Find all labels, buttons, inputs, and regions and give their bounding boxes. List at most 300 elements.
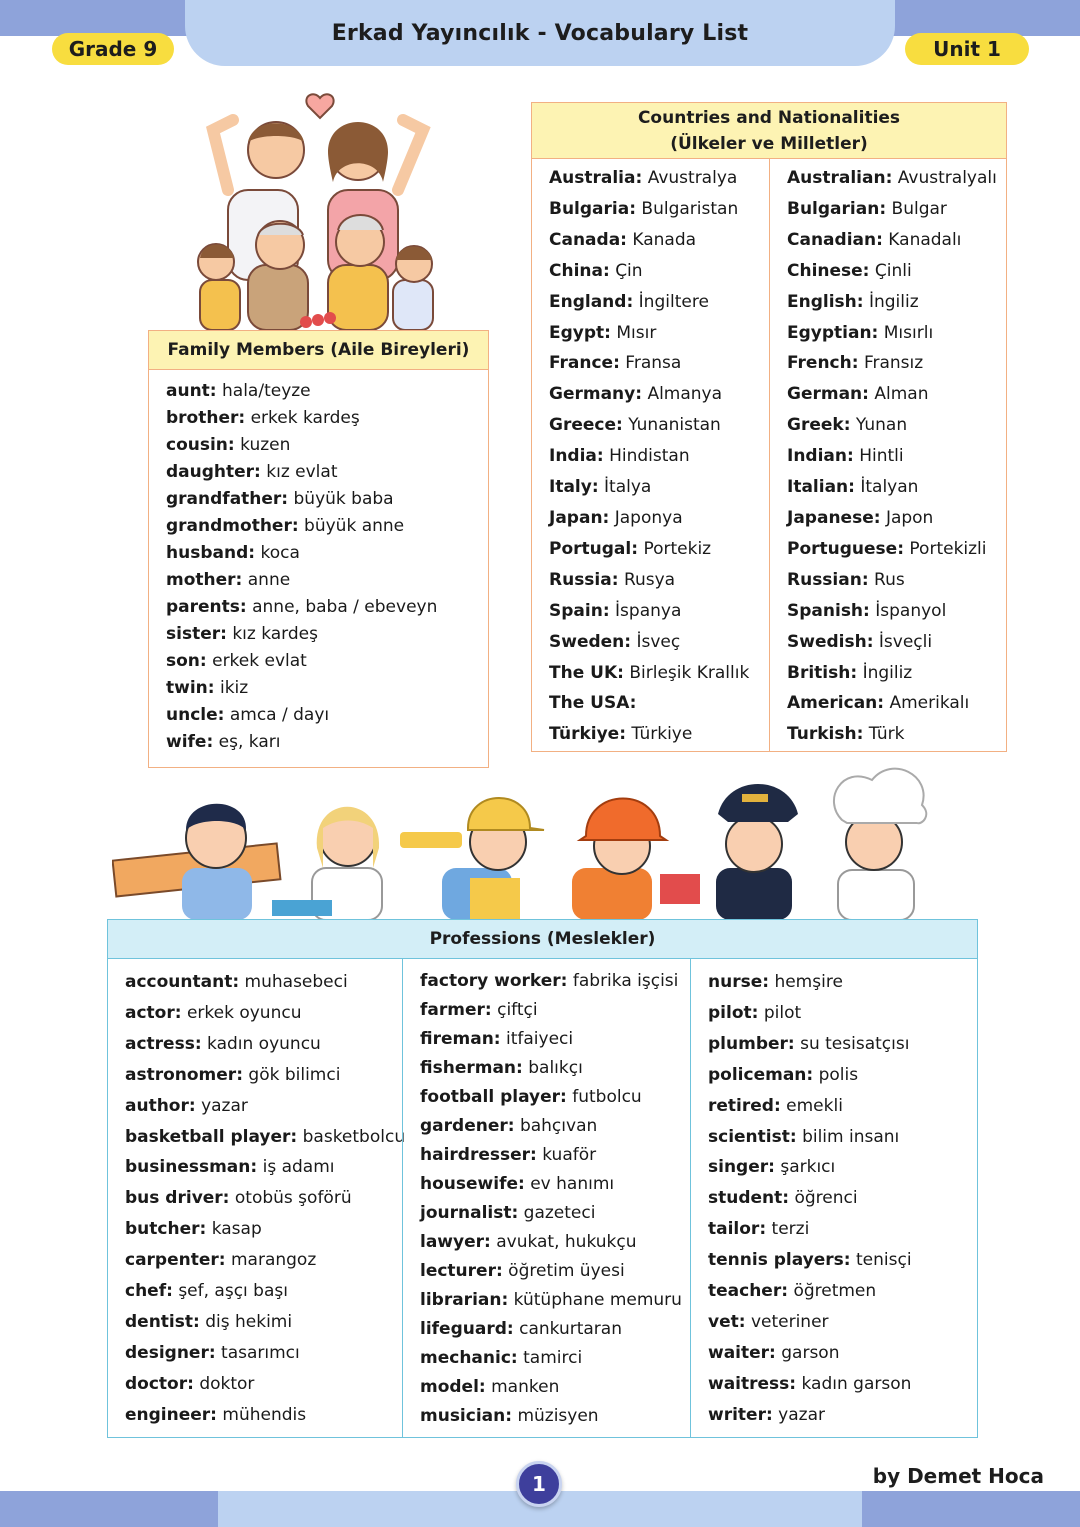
meaning: kız kardeş bbox=[232, 624, 318, 644]
countries-box bbox=[531, 102, 1007, 752]
meaning: şef, aşçı başı bbox=[178, 1281, 288, 1302]
term: actress: bbox=[125, 1033, 202, 1054]
term: son: bbox=[166, 651, 207, 671]
family-item bbox=[166, 432, 488, 459]
meaning: manken bbox=[491, 1377, 560, 1397]
term: parents: bbox=[166, 597, 247, 617]
meaning: İtalya bbox=[604, 477, 652, 498]
meaning: kuaför bbox=[542, 1145, 597, 1165]
meaning: anne bbox=[247, 570, 291, 590]
meaning: Bulgar bbox=[891, 198, 947, 219]
term: aunt: bbox=[166, 381, 217, 401]
profession-item bbox=[708, 1400, 977, 1431]
country-item bbox=[549, 441, 769, 472]
family-item bbox=[166, 594, 488, 621]
profession-item bbox=[420, 1112, 690, 1141]
term: German: bbox=[787, 384, 869, 405]
term: grandmother: bbox=[166, 516, 299, 536]
meaning: erkek kardeş bbox=[250, 408, 360, 428]
countries-title bbox=[532, 103, 1006, 159]
meaning: İtalyan bbox=[860, 477, 919, 498]
term: American: bbox=[787, 693, 885, 714]
meaning: yazar bbox=[778, 1404, 825, 1425]
term: Sweden: bbox=[549, 631, 632, 652]
term: China: bbox=[549, 260, 610, 281]
family-item bbox=[166, 729, 488, 756]
nationality-item bbox=[787, 256, 1006, 287]
term: England: bbox=[549, 291, 634, 312]
meaning: Amerikalı bbox=[889, 693, 970, 714]
family-item bbox=[166, 486, 488, 513]
meaning: Kanada bbox=[632, 229, 697, 250]
profession-item bbox=[708, 1245, 977, 1276]
meaning: balıkçı bbox=[528, 1058, 583, 1078]
term: farmer: bbox=[420, 1000, 492, 1020]
meaning: İngiltere bbox=[638, 291, 709, 312]
term: Bulgaria: bbox=[549, 198, 637, 219]
profession-item bbox=[125, 1307, 402, 1338]
term: gardener: bbox=[420, 1116, 515, 1136]
country-item bbox=[549, 658, 769, 689]
meaning: Çinli bbox=[874, 260, 912, 281]
profession-item bbox=[420, 1373, 690, 1402]
country-item bbox=[549, 719, 769, 750]
meaning: öğretmen bbox=[793, 1281, 877, 1302]
profession-item bbox=[708, 1029, 977, 1060]
nationality-item bbox=[787, 719, 1006, 750]
meaning: garson bbox=[781, 1342, 840, 1363]
family-item bbox=[166, 702, 488, 729]
profession-item bbox=[420, 1083, 690, 1112]
nationality-item bbox=[787, 596, 1006, 627]
meaning: mühendis bbox=[222, 1404, 307, 1425]
term: plumber: bbox=[708, 1033, 795, 1054]
term: football player: bbox=[420, 1087, 567, 1107]
term: Italy: bbox=[549, 477, 599, 498]
term: daughter: bbox=[166, 462, 261, 482]
meaning: İsveç bbox=[636, 631, 681, 652]
term: Bulgarian: bbox=[787, 198, 887, 219]
meaning: Birleşik Krallık bbox=[629, 662, 750, 683]
meaning: tenisçi bbox=[856, 1250, 912, 1271]
meaning: Portekiz bbox=[643, 538, 712, 559]
meaning: kız evlat bbox=[266, 462, 338, 482]
meaning: bahçıvan bbox=[519, 1116, 598, 1136]
term: tennis players: bbox=[708, 1250, 851, 1271]
term: Japanese: bbox=[787, 507, 881, 528]
term: lifeguard: bbox=[420, 1319, 514, 1339]
meaning: İsveçli bbox=[878, 631, 933, 652]
meaning: doktor bbox=[199, 1373, 255, 1394]
meaning: Kanadalı bbox=[888, 229, 962, 250]
meaning: ev hanımı bbox=[530, 1174, 615, 1194]
meaning: fabrika işçisi bbox=[572, 971, 679, 991]
term: factory worker: bbox=[420, 971, 568, 991]
meaning: Yunan bbox=[855, 415, 908, 436]
meaning: Avustralyalı bbox=[897, 168, 997, 188]
term: Greece: bbox=[549, 415, 623, 436]
nationality-item bbox=[787, 627, 1006, 658]
meaning: Hindistan bbox=[609, 446, 690, 467]
profession-item bbox=[125, 1338, 402, 1369]
term: Australia: bbox=[549, 168, 643, 188]
page-title: Erkad Yayıncılık - Vocabulary List bbox=[331, 20, 749, 46]
term: cousin: bbox=[166, 435, 235, 455]
profession-item bbox=[125, 1400, 402, 1431]
professions-illustration bbox=[112, 758, 942, 920]
page-number: 1 bbox=[516, 1461, 562, 1507]
term: India: bbox=[549, 446, 604, 467]
profession-item bbox=[420, 1315, 690, 1344]
profession-item bbox=[125, 1122, 406, 1153]
grade-badge: Grade 9 bbox=[52, 33, 174, 65]
term: Canada: bbox=[549, 229, 627, 250]
term: twin: bbox=[166, 678, 215, 698]
term: model: bbox=[420, 1377, 486, 1397]
meaning: İngiliz bbox=[868, 291, 919, 312]
term: grandfather: bbox=[166, 489, 289, 509]
professions-column-3 bbox=[691, 959, 977, 1431]
country-item bbox=[549, 163, 769, 194]
meaning: müzisyen bbox=[517, 1406, 599, 1426]
term: accountant: bbox=[125, 972, 240, 992]
profession-item bbox=[708, 1091, 977, 1122]
term: Canadian: bbox=[787, 229, 883, 250]
term: sister: bbox=[166, 624, 227, 644]
meaning: diş hekimi bbox=[205, 1311, 293, 1332]
meaning: tasarımcı bbox=[221, 1342, 300, 1363]
meaning: kadın garson bbox=[801, 1373, 912, 1394]
term: policeman: bbox=[708, 1064, 814, 1085]
profession-item bbox=[125, 1091, 402, 1122]
profession-item bbox=[125, 1276, 402, 1307]
meaning: İspanyol bbox=[875, 600, 947, 621]
meaning: Portekizli bbox=[909, 538, 987, 559]
nationality-list bbox=[770, 159, 1006, 750]
term: lecturer: bbox=[420, 1261, 503, 1281]
nationality-item bbox=[787, 379, 1006, 410]
term: lawyer: bbox=[420, 1232, 491, 1252]
country-item bbox=[549, 318, 769, 349]
meaning: Mısır bbox=[616, 322, 657, 343]
nationality-item bbox=[787, 348, 1006, 379]
profession-item bbox=[420, 1257, 690, 1286]
meaning: Çin bbox=[615, 260, 643, 281]
meaning: Avustralya bbox=[647, 168, 738, 188]
meaning: basketbolcu bbox=[302, 1126, 406, 1147]
nationality-item bbox=[787, 472, 1006, 503]
country-item bbox=[549, 596, 769, 627]
meaning: polis bbox=[818, 1064, 859, 1085]
family-members-title: Family Members (Aile Bireyleri) bbox=[149, 331, 488, 370]
term: housewife: bbox=[420, 1174, 525, 1194]
term: Swedish: bbox=[787, 631, 874, 652]
meaning: tamirci bbox=[523, 1348, 583, 1368]
meaning: otobüs şoförü bbox=[234, 1188, 352, 1209]
term: waitress: bbox=[708, 1373, 797, 1394]
meaning: hala/teyze bbox=[222, 381, 311, 401]
meaning: şarkıcı bbox=[780, 1157, 836, 1178]
family-members-box bbox=[148, 330, 489, 768]
family-item bbox=[166, 378, 488, 405]
meaning: Türkiye bbox=[631, 724, 693, 745]
term: writer: bbox=[708, 1404, 773, 1425]
term: Australian: bbox=[787, 168, 893, 188]
term: teacher: bbox=[708, 1281, 789, 1302]
meaning: Rusya bbox=[623, 569, 676, 590]
profession-item bbox=[125, 998, 402, 1029]
term: English: bbox=[787, 291, 864, 312]
country-item bbox=[549, 410, 769, 441]
meaning: itfaiyeci bbox=[506, 1029, 574, 1049]
countries-title-line2: (Ülkeler ve Milletler) bbox=[670, 134, 868, 154]
profession-item bbox=[708, 1307, 977, 1338]
term: fisherman: bbox=[420, 1058, 523, 1078]
profession-item bbox=[708, 1183, 977, 1214]
profession-item bbox=[708, 1338, 977, 1369]
meaning: gazeteci bbox=[523, 1203, 596, 1223]
term: engineer: bbox=[125, 1404, 217, 1425]
term: doctor: bbox=[125, 1373, 194, 1394]
profession-item bbox=[420, 996, 690, 1025]
term: Portugal: bbox=[549, 538, 639, 559]
term: nurse: bbox=[708, 972, 770, 992]
term: basketball player: bbox=[125, 1126, 298, 1147]
meaning: koca bbox=[260, 543, 300, 563]
term: Spain: bbox=[549, 600, 610, 621]
profession-item bbox=[708, 1060, 977, 1091]
meaning: çiftçi bbox=[497, 1000, 538, 1020]
term: brother: bbox=[166, 408, 246, 428]
meaning: Mısırlı bbox=[883, 322, 934, 343]
term: mother: bbox=[166, 570, 243, 590]
meaning: marangoz bbox=[230, 1250, 317, 1271]
meaning: iş adamı bbox=[262, 1157, 335, 1178]
profession-item bbox=[708, 998, 977, 1029]
meaning: öğrenci bbox=[794, 1188, 858, 1209]
country-item bbox=[549, 503, 769, 534]
profession-item bbox=[125, 1029, 402, 1060]
meaning: kütüphane memuru bbox=[513, 1290, 682, 1310]
meaning: yazar bbox=[201, 1095, 248, 1116]
profession-item bbox=[125, 1245, 402, 1276]
professions-title: Professions (Meslekler) bbox=[108, 920, 977, 959]
meaning: gök bilimci bbox=[248, 1064, 341, 1085]
family-members-list bbox=[149, 370, 488, 756]
term: Egyptian: bbox=[787, 322, 879, 343]
term: French: bbox=[787, 353, 859, 374]
term: The USA: bbox=[549, 693, 637, 714]
meaning: su tesisatçısı bbox=[800, 1033, 910, 1054]
profession-item bbox=[420, 1199, 690, 1228]
meaning: veteriner bbox=[750, 1311, 829, 1332]
term: wife: bbox=[166, 732, 214, 752]
nationality-item bbox=[787, 688, 1006, 719]
family-item bbox=[166, 675, 488, 702]
family-illustration bbox=[188, 90, 448, 330]
term: dentist: bbox=[125, 1311, 200, 1332]
professions-column-1 bbox=[108, 959, 406, 1431]
term: musician: bbox=[420, 1406, 513, 1426]
term: bus driver: bbox=[125, 1188, 230, 1209]
profession-item bbox=[420, 967, 690, 996]
profession-item bbox=[420, 1344, 690, 1373]
term: carpenter: bbox=[125, 1250, 226, 1271]
profession-item bbox=[420, 1054, 690, 1083]
family-item bbox=[166, 540, 488, 567]
meaning: pilot bbox=[763, 1002, 802, 1023]
meaning: Rus bbox=[874, 569, 905, 590]
country-item bbox=[549, 534, 769, 565]
country-item bbox=[549, 225, 769, 256]
meaning: Almanya bbox=[647, 384, 723, 405]
profession-item bbox=[708, 1369, 977, 1400]
meaning: terzi bbox=[771, 1219, 810, 1240]
term: Chinese: bbox=[787, 260, 870, 281]
meaning: ikiz bbox=[219, 678, 249, 698]
family-item bbox=[166, 567, 488, 594]
term: waiter: bbox=[708, 1342, 776, 1363]
profession-item bbox=[125, 1060, 402, 1091]
term: Turkish: bbox=[787, 724, 864, 745]
nationality-item bbox=[787, 503, 1006, 534]
nationality-item bbox=[787, 318, 1006, 349]
profession-item bbox=[420, 1141, 690, 1170]
meaning: Yunanistan bbox=[628, 415, 721, 436]
meaning: Fransa bbox=[625, 353, 682, 374]
profession-item bbox=[708, 967, 977, 998]
term: retired: bbox=[708, 1095, 781, 1116]
nationality-item bbox=[787, 287, 1006, 318]
meaning: Alman bbox=[874, 384, 929, 405]
term: author: bbox=[125, 1095, 196, 1116]
family-item bbox=[166, 648, 488, 675]
profession-item bbox=[125, 967, 402, 998]
nationality-item bbox=[787, 410, 1006, 441]
meaning: futbolcu bbox=[572, 1087, 642, 1107]
family-item bbox=[166, 459, 488, 486]
profession-item bbox=[125, 1369, 402, 1400]
term: Japan: bbox=[549, 507, 610, 528]
term: businessman: bbox=[125, 1157, 258, 1178]
meaning: kuzen bbox=[240, 435, 291, 455]
term: France: bbox=[549, 353, 620, 374]
country-item bbox=[549, 194, 769, 225]
profession-item bbox=[420, 1228, 690, 1257]
profession-item bbox=[420, 1170, 690, 1199]
meaning: öğretim üyesi bbox=[508, 1261, 625, 1281]
profession-item bbox=[420, 1402, 690, 1431]
term: tailor: bbox=[708, 1219, 767, 1240]
term: Indian: bbox=[787, 446, 854, 467]
professions-box bbox=[107, 919, 978, 1438]
profession-item bbox=[125, 1214, 402, 1245]
term: Greek: bbox=[787, 415, 851, 436]
meaning: Japonya bbox=[614, 507, 683, 528]
professions-column-2 bbox=[403, 959, 690, 1431]
meaning: Fransız bbox=[863, 353, 924, 374]
meaning: Hintli bbox=[859, 446, 904, 467]
profession-item bbox=[420, 1025, 690, 1054]
country-item bbox=[549, 688, 769, 719]
meaning: bilim insanı bbox=[802, 1126, 900, 1147]
term: librarian: bbox=[420, 1290, 509, 1310]
term: singer: bbox=[708, 1157, 775, 1178]
meaning: Türk bbox=[868, 724, 905, 745]
term: scientist: bbox=[708, 1126, 797, 1147]
meaning: muhasebeci bbox=[244, 972, 348, 992]
term: butcher: bbox=[125, 1219, 207, 1240]
term: uncle: bbox=[166, 705, 225, 725]
meaning: erkek evlat bbox=[212, 651, 307, 671]
meaning: avukat, hukukçu bbox=[496, 1232, 637, 1252]
profession-item bbox=[708, 1276, 977, 1307]
meaning: amca / dayı bbox=[229, 705, 330, 725]
profession-item bbox=[708, 1122, 977, 1153]
family-item bbox=[166, 405, 488, 432]
term: vet: bbox=[708, 1311, 746, 1332]
country-item bbox=[549, 565, 769, 596]
term: Portuguese: bbox=[787, 538, 904, 559]
nationality-item bbox=[787, 534, 1006, 565]
meaning: büyük baba bbox=[293, 489, 394, 509]
term: husband: bbox=[166, 543, 256, 563]
meaning: anne, baba / ebeveyn bbox=[252, 597, 438, 617]
title-tab bbox=[185, 0, 895, 66]
term: chef: bbox=[125, 1281, 173, 1302]
meaning: hemşire bbox=[774, 972, 843, 992]
author-credit: by Demet Hoca bbox=[872, 1464, 1044, 1488]
term: Russian: bbox=[787, 569, 869, 590]
family-item bbox=[166, 621, 488, 648]
term: Spanish: bbox=[787, 600, 870, 621]
term: actor: bbox=[125, 1002, 182, 1023]
nationality-item bbox=[787, 225, 1006, 256]
term: Egypt: bbox=[549, 322, 611, 343]
nationality-item bbox=[787, 163, 1006, 194]
country-item bbox=[549, 379, 769, 410]
meaning: Bulgaristan bbox=[641, 198, 739, 219]
term: designer: bbox=[125, 1342, 216, 1363]
meaning: eş, karı bbox=[218, 732, 281, 752]
term: Russia: bbox=[549, 569, 619, 590]
meaning: emekli bbox=[786, 1095, 843, 1116]
term: mechanic: bbox=[420, 1348, 518, 1368]
meaning: İspanya bbox=[615, 600, 682, 621]
term: fireman: bbox=[420, 1029, 501, 1049]
profession-item bbox=[708, 1214, 977, 1245]
term: Germany: bbox=[549, 384, 643, 405]
profession-item bbox=[420, 1286, 690, 1315]
profession-item bbox=[125, 1152, 402, 1183]
nationality-item bbox=[787, 441, 1006, 472]
unit-badge: Unit 1 bbox=[905, 33, 1029, 65]
countries-title-line1: Countries and Nationalities bbox=[637, 108, 901, 128]
country-item bbox=[549, 472, 769, 503]
country-item bbox=[549, 287, 769, 318]
term: student: bbox=[708, 1188, 790, 1209]
family-item bbox=[166, 513, 488, 540]
profession-item bbox=[125, 1183, 402, 1214]
meaning: erkek oyuncu bbox=[186, 1002, 302, 1023]
country-item bbox=[549, 348, 769, 379]
meaning: cankurtaran bbox=[519, 1319, 622, 1339]
meaning: İngiliz bbox=[862, 662, 913, 683]
country-item bbox=[549, 256, 769, 287]
meaning: büyük anne bbox=[304, 516, 405, 536]
nationality-item bbox=[787, 565, 1006, 596]
term: The UK: bbox=[549, 662, 624, 683]
